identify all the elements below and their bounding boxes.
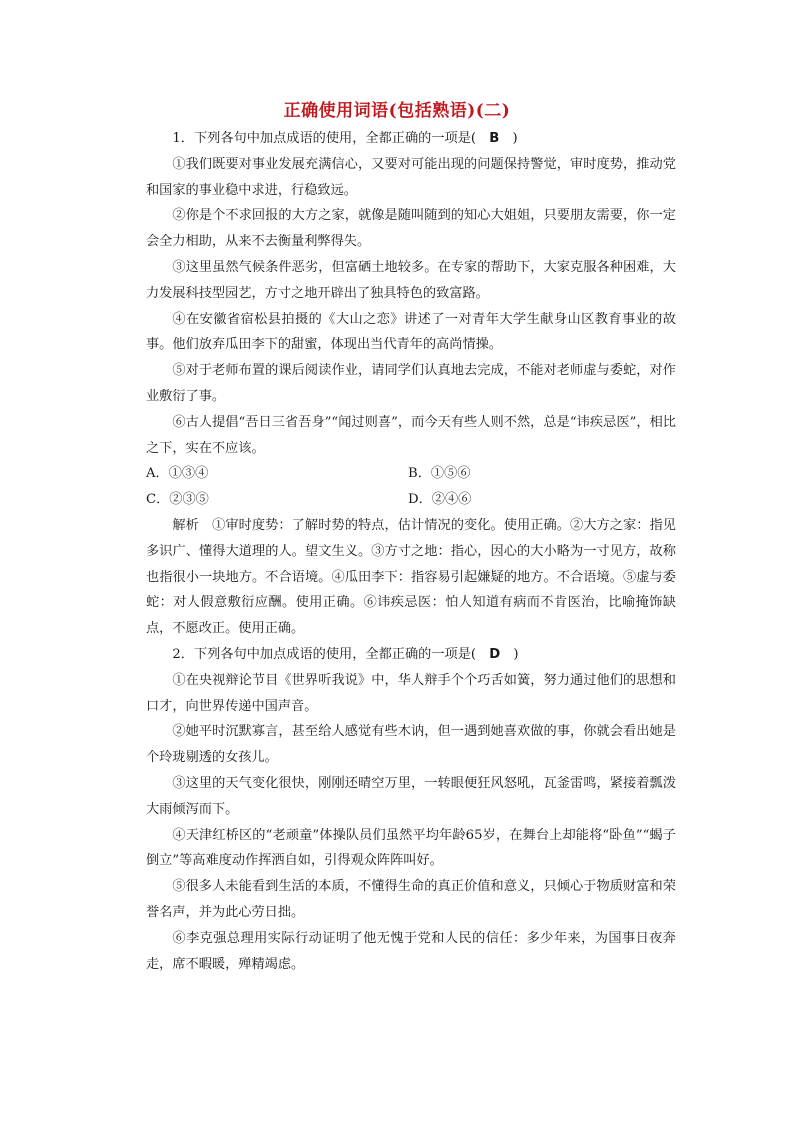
option-b: B．①⑤⑥ <box>408 466 471 482</box>
question-1-sentence-1: ①我们既要对事业发展充满信心，又要对可能出现的问题保持警觉，审时度势，推动党和国家的事业稳中求进，行稳致远。 <box>146 156 676 198</box>
question-2-sentence-4: ④天津红桥区的“老顽童”体操队员们虽然平均年龄65岁，在舞台上却能将“卧鱼”“蝎子倒立”等高难度动作挥洒自如，引得观众阵阵叫好。 <box>146 827 676 869</box>
question-1-stem-text: 1．下列各句中加点成语的使用，全都正确的一项是( <box>172 131 490 146</box>
question-1-stem-close: ) <box>499 131 518 146</box>
question-1-sentence-5: ⑤对于老师布置的课后阅读作业，请同学们认真地去完成，不能对老师虚与委蛇，对作业敷衍了事。 <box>146 363 676 404</box>
option-a: A．①③④ <box>146 466 209 482</box>
question-1-answer: B <box>489 131 500 146</box>
question-2-sentence-6: ⑥李克强总理用实际行动证明了他无愧于党和人民的信任：多少年来，为国事日夜奔走，席不暇暖，殚精竭虑。 <box>146 930 676 972</box>
question-2-sentence-3: ③这里的天气变化很快，刚刚还晴空万里，一转眼便狂风怒吼，瓦釜雷鸣，紧接着瓢泼大雨倾泻而下。 <box>146 775 676 817</box>
question-2-answer: D <box>489 646 501 662</box>
document-body <box>146 126 676 977</box>
question-2-stem-close: ) <box>500 646 519 662</box>
question-2-stem <box>146 642 676 668</box>
question-2-sentence-5: ⑤很多人未能看到生活的本质，不懂得生命的真正价值和意义，只倾心于物质财富和荣誉名声，并为此心劳日拙。 <box>146 879 676 920</box>
question-1-sentence-6: ⑥古人提倡“吾日三省吾身”“闻过则喜”，而今天有些人则不然，总是“讳疾忌医”，相比之下，实在不应该。 <box>146 414 676 456</box>
question-1-sentence-3: ③这里虽然气候条件恶劣，但富硒土地较多。在专家的帮助下，大家克服各种困难，大力发展科技型园艺，方寸之地开辟出了独具特色的致富路。 <box>146 259 676 301</box>
question-1-sentence-4: ④在安徽省宿松县拍摄的《大山之恋》讲述了一对青年大学生献身山区教育事业的故事。他们放弃瓜田李下的甜蜜，体现出当代青年的高尚情操。 <box>146 311 676 353</box>
question-1-sentence-2: ②你是个不求回报的大方之家，就像是随叫随到的知心大姐姐，只要朋友需要，你一定会全力相助，从来不去衡量利弊得失。 <box>146 208 676 250</box>
question-1-options-row-1 <box>146 461 676 487</box>
option-c: C．②③⑤ <box>146 492 209 508</box>
question-1-stem <box>146 126 676 152</box>
page-title: 正确使用词语(包括熟语)(二) <box>283 101 511 121</box>
question-2-sentence-1: ①在央视辩论节目《世界听我说》中，华人辩手个个巧舌如簧，努力通过他们的思想和口才，向世界传递中国声音。 <box>146 672 676 714</box>
question-2-sentence-2: ②她平时沉默寡言，甚至给人感觉有些木讷，但一遇到她喜欢做的事，你就会看出她是个玲珑剔透的女孩儿。 <box>146 724 676 766</box>
question-1-options-row-2 <box>146 487 676 513</box>
option-d: D．②④⑥ <box>408 492 472 508</box>
question-1-analysis: 解析 ①审时度势：了解时势的特点，估计情况的变化。使用正确。②大方之家：指见多识广、懂得大道理的人。望文生义。③方寸之地：指心，因心的大小略为一寸见方，故称也指很小一块地方。不合语境。④瓜田李下：指容易引起嫌疑的地方。不合语境。⑤虚与委蛇：对人假意敷衍应酬。使用正确。⑥讳疾忌医：怕人知道有病而不肯医治，比喻掩饰缺点，不愿改正。使用正确。 <box>146 517 676 637</box>
question-2-stem-text: 2．下列各句中加点成语的使用，全都正确的一项是( <box>172 646 490 662</box>
